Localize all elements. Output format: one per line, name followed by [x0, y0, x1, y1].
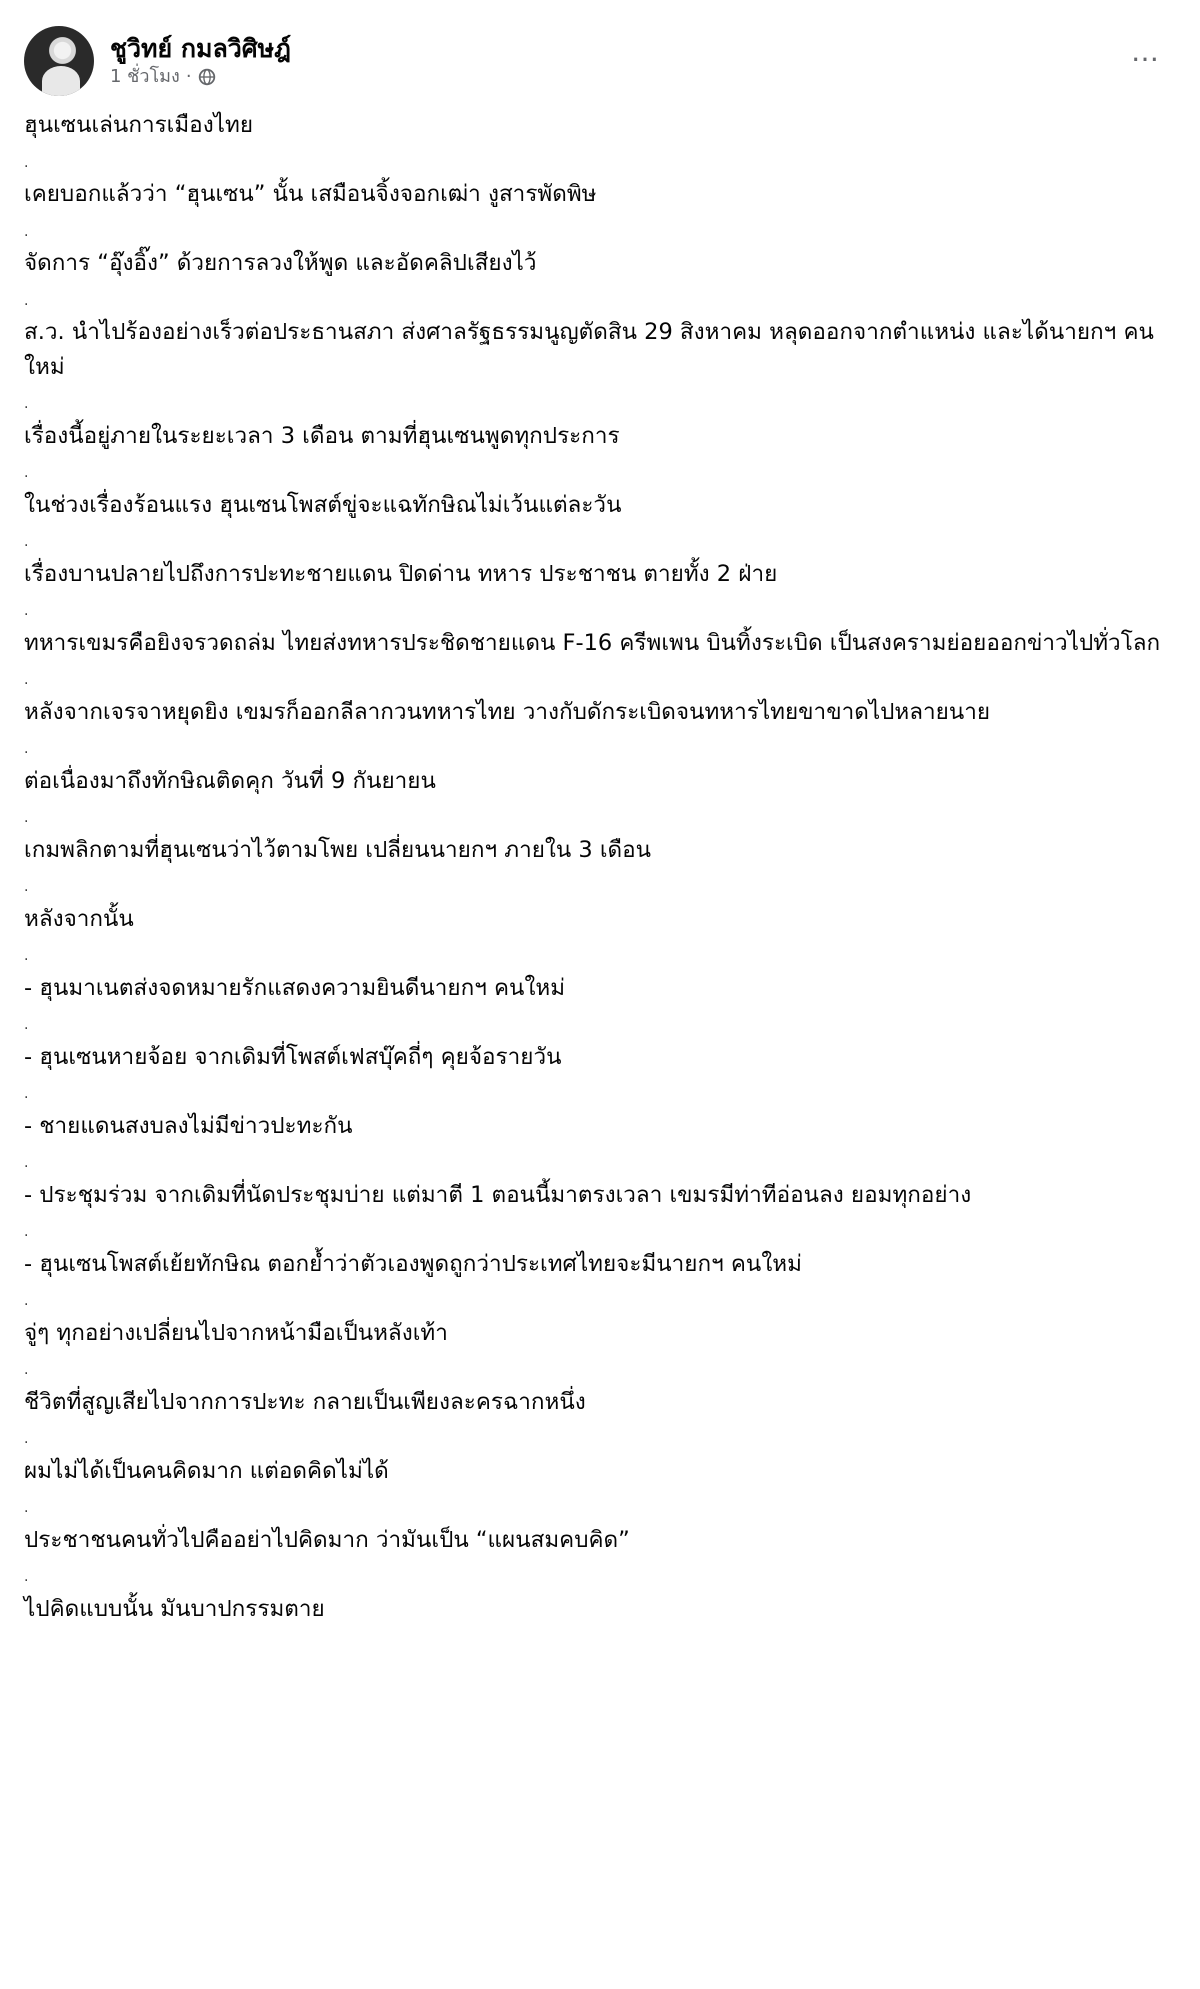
paragraph-spacer: .: [24, 672, 29, 688]
post-paragraph: - ฮุนเซนหายจ้อย จากเดิมที่โพสต์เฟสบุ๊คถี่ๆ คุยจ้อรายวัน: [24, 1043, 562, 1070]
post-paragraph: ผมไม่ได้เป็นคนคิดมาก แต่อดคิดไม่ได้: [24, 1457, 389, 1484]
post-paragraph: หลังจากเจรจาหยุดยิง เขมรก็ออกลีลากวนทหารไทย วางกับดักระเบิดจนทหารไทยขาขาดไปหลายนาย: [24, 698, 991, 725]
paragraph-spacer: .: [24, 154, 29, 171]
paragraph-spacer: .: [24, 948, 29, 964]
post-subline: [110, 65, 291, 89]
paragraph-spacer: .: [24, 741, 29, 757]
post-paragraph: เคยบอกแล้วว่า “ฮุนเซน” นั้น เสมือนจิ้งจอกเฒ่า งูสารพัดพิษ: [24, 181, 597, 207]
paragraph-spacer: .: [24, 603, 29, 619]
post-paragraph: จู่ๆ ทุกอย่างเปลี่ยนไปจากหน้ามือเป็นหลังเท้า: [24, 1319, 448, 1346]
paragraph-spacer: .: [24, 1569, 29, 1585]
post-paragraph: จัดการ “อุ๊งอิ๊ง” ด้วยการลวงให้พูด และอัดคลิปเสียงไว้: [24, 250, 537, 276]
paragraph-spacer: .: [24, 1155, 29, 1171]
post-paragraph: ในช่วงเรื่องร้อนแรง ฮุนเซนโพสต์ขู่จะแฉทักษิณไม่เว้นแต่ละวัน: [24, 491, 622, 518]
post-paragraph: - ประชุมร่วม จากเดิมที่นัดประชุมบ่าย แต่มาตี 1 ตอนนี้มาตรงเวลา เขมรมีท่าทีอ่อนลง ยอมทุกอย่าง: [24, 1181, 972, 1208]
post-timestamp[interactable]: 1 ชั่วโมง: [110, 66, 180, 87]
paragraph-spacer: .: [24, 810, 29, 826]
paragraph-spacer: .: [24, 1362, 29, 1378]
post-paragraph: ส.ว. นำไปร้องอย่างเร็วต่อประธานสภา ส่งศาลรัฐธรรมนูญตัดสิน 29 สิงหาคม หลุดออกจากตำแหน่ง และได้นายกฯ คนใหม่: [24, 319, 1154, 380]
author-name[interactable]: ชูวิทย์ กมลวิศิษฎ์: [110, 34, 291, 63]
meta-separator: ·: [185, 66, 192, 87]
post-paragraph: หลังจากนั้น: [24, 905, 134, 932]
post-paragraph: - ฮุนมาเนตส่งจดหมายรักแสดงความยินดีนายกฯ คนใหม่: [24, 974, 566, 1001]
paragraph-spacer: .: [24, 396, 29, 412]
post-paragraph: ไปคิดแบบนั้น มันบาปกรรมตาย: [24, 1595, 325, 1622]
post-paragraph: เกมพลิกตามที่ฮุนเซนว่าไว้ตามโพย เปลี่ยนนายกฯ ภายใน 3 เดือน: [24, 836, 652, 863]
globe-icon: [198, 68, 216, 86]
post-paragraph: เรื่องบานปลายไปถึงการปะทะชายแดน ปิดด่าน ทหาร ประชาชน ตายทั้ง 2 ฝ่าย: [24, 560, 778, 587]
post-paragraph: - ชายแดนสงบลงไม่มีข่าวปะทะกัน: [24, 1112, 353, 1139]
paragraph-spacer: .: [24, 1086, 29, 1102]
paragraph-spacer: .: [24, 292, 29, 309]
post-meta: [110, 33, 291, 89]
paragraph-spacer: .: [24, 1431, 29, 1447]
paragraph-spacer: .: [24, 534, 29, 550]
paragraph-spacer: .: [24, 223, 29, 240]
post-header: [24, 24, 1176, 98]
post-paragraph: - ฮุนเซนโพสต์เย้ยทักษิณ ตอกย้ำว่าตัวเองพูดถูกว่าประเทศไทยจะมีนายกฯ คนใหม่: [24, 1250, 802, 1277]
post-paragraph: ต่อเนื่องมาถึงทักษิณติดคุก วันที่ 9 กันยายน: [24, 767, 436, 794]
paragraph-spacer: .: [24, 465, 29, 481]
post-paragraph: ชีวิตที่สูญเสียไปจากการปะทะ กลายเป็นเพียงละครฉากหนึ่ง: [24, 1388, 586, 1415]
paragraph-spacer: .: [24, 1224, 29, 1240]
author-avatar[interactable]: [24, 26, 94, 96]
post-paragraph: ฮุนเซนเล่นการเมืองไทย: [24, 112, 254, 138]
post-paragraph: ทหารเขมรคือยิงจรวดถล่ม ไทยส่งทหารประชิดชายแดน F-16 ครีพเพน บินทิ้งระเบิด เป็นสงครามย่อยออกข่าวไปทั่วโลก: [24, 629, 1161, 656]
post-paragraph: เรื่องนี้อยู่ภายในระยะเวลา 3 เดือน ตามที่ฮุนเซนพูดทุกประการ: [24, 422, 620, 449]
post-body: [24, 108, 1176, 1626]
more-options-icon[interactable]: …: [1131, 35, 1160, 68]
paragraph-spacer: .: [24, 879, 29, 895]
paragraph-spacer: .: [24, 1017, 29, 1033]
post-paragraph: ประชาชนคนทั่วไปคืออย่าไปคิดมาก ว่ามันเป็น “แผนสมคบคิด”: [24, 1526, 630, 1553]
paragraph-spacer: .: [24, 1500, 29, 1516]
paragraph-spacer: .: [24, 1293, 29, 1309]
